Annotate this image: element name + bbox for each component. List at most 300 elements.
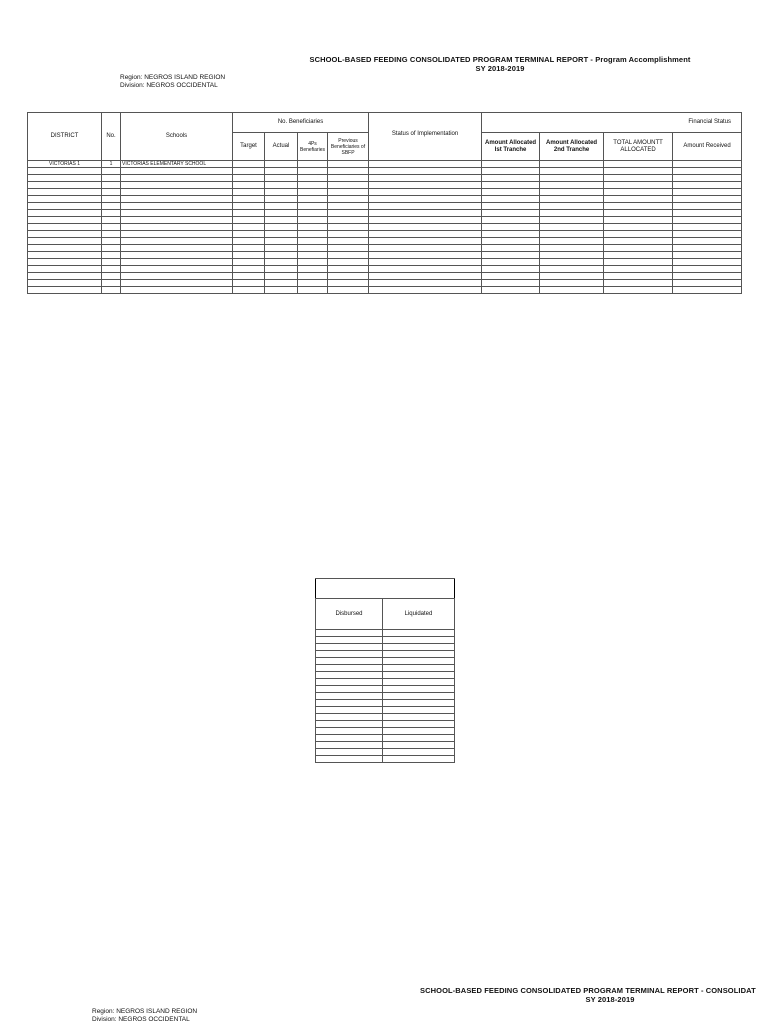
actual-cell	[265, 161, 298, 168]
header-disbursed: Disbursed	[316, 599, 383, 630]
table-row	[28, 175, 742, 182]
status-cell	[369, 252, 482, 259]
liquidated-cell	[383, 665, 455, 672]
liquidated-cell	[383, 679, 455, 686]
district-cell	[28, 273, 102, 280]
header-received: Amount Received	[673, 133, 742, 161]
district-cell	[28, 231, 102, 238]
table-row	[28, 280, 742, 287]
liquidated-cell	[383, 749, 455, 756]
table-row	[316, 742, 455, 749]
table-row	[316, 679, 455, 686]
status-cell	[369, 189, 482, 196]
amount-2nd-cell	[540, 210, 604, 217]
previous-cell	[328, 273, 369, 280]
status-cell	[369, 175, 482, 182]
target-cell	[233, 273, 265, 280]
actual-cell	[265, 224, 298, 231]
total-cell	[604, 217, 673, 224]
status-cell	[369, 217, 482, 224]
fourps-cell	[298, 175, 328, 182]
status-cell	[369, 259, 482, 266]
received-cell	[673, 161, 742, 168]
amount-1st-cell	[482, 280, 540, 287]
school-cell	[121, 245, 233, 252]
status-cell	[369, 203, 482, 210]
district-cell	[28, 175, 102, 182]
no-cell	[102, 266, 121, 273]
liquidated-cell	[383, 686, 455, 693]
amount-2nd-cell	[540, 196, 604, 203]
table-row	[316, 637, 455, 644]
liquidated-cell	[383, 700, 455, 707]
liquidated-cell	[383, 735, 455, 742]
previous-cell	[328, 280, 369, 287]
actual-cell	[265, 189, 298, 196]
received-cell	[673, 280, 742, 287]
amount-2nd-cell	[540, 245, 604, 252]
table-row	[316, 672, 455, 679]
amount-1st-cell	[482, 182, 540, 189]
status-cell	[369, 287, 482, 294]
total-cell	[604, 161, 673, 168]
no-cell	[102, 224, 121, 231]
table-row	[316, 756, 455, 763]
header-beneficiaries: No. Beneficiaries	[233, 113, 369, 133]
no-cell	[102, 196, 121, 203]
actual-cell	[265, 238, 298, 245]
disbursed-cell	[316, 700, 383, 707]
district-cell	[28, 168, 102, 175]
district-cell	[28, 252, 102, 259]
received-cell	[673, 245, 742, 252]
school-cell	[121, 217, 233, 224]
previous-cell	[328, 182, 369, 189]
liquidated-cell	[383, 651, 455, 658]
actual-cell	[265, 245, 298, 252]
disbursed-cell	[316, 665, 383, 672]
header-status: Status of Implementation	[369, 113, 482, 161]
fourps-cell	[298, 217, 328, 224]
school-cell	[121, 238, 233, 245]
no-cell	[102, 168, 121, 175]
disbursed-cell	[316, 714, 383, 721]
target-cell	[233, 175, 265, 182]
fourps-cell	[298, 168, 328, 175]
amount-1st-cell	[482, 189, 540, 196]
no-cell	[102, 287, 121, 294]
table-row	[316, 644, 455, 651]
school-cell	[121, 182, 233, 189]
amount-2nd-cell	[540, 252, 604, 259]
liquidated-cell	[383, 721, 455, 728]
table-row	[28, 259, 742, 266]
status-cell	[369, 168, 482, 175]
disbursement-table	[315, 578, 455, 763]
amount-2nd-cell	[540, 238, 604, 245]
disbursed-cell	[316, 749, 383, 756]
received-cell	[673, 273, 742, 280]
no-cell: 1	[102, 161, 121, 168]
actual-cell	[265, 175, 298, 182]
total-cell	[604, 189, 673, 196]
target-cell	[233, 252, 265, 259]
actual-cell	[265, 203, 298, 210]
school-cell	[121, 273, 233, 280]
target-cell	[233, 231, 265, 238]
disbursed-cell	[316, 728, 383, 735]
previous-cell	[328, 238, 369, 245]
liquidated-cell	[383, 707, 455, 714]
target-cell	[233, 189, 265, 196]
actual-cell	[265, 287, 298, 294]
district-cell	[28, 224, 102, 231]
table-row	[28, 210, 742, 217]
school-cell	[121, 224, 233, 231]
disbursed-cell	[316, 735, 383, 742]
received-cell	[673, 287, 742, 294]
target-cell	[233, 168, 265, 175]
fourps-cell	[298, 210, 328, 217]
status-cell	[369, 161, 482, 168]
table-row	[28, 231, 742, 238]
previous-cell	[328, 245, 369, 252]
received-cell	[673, 252, 742, 259]
disbursed-cell	[316, 721, 383, 728]
previous-cell	[328, 161, 369, 168]
school-cell	[121, 189, 233, 196]
district-cell	[28, 266, 102, 273]
previous-cell	[328, 259, 369, 266]
total-cell	[604, 280, 673, 287]
school-cell	[121, 175, 233, 182]
amount-2nd-cell	[540, 266, 604, 273]
district-cell: VICTORIAS 1	[28, 161, 102, 168]
total-cell	[604, 266, 673, 273]
sub-header-spacer	[316, 579, 455, 599]
actual-cell	[265, 280, 298, 287]
no-cell	[102, 182, 121, 189]
table-row	[28, 217, 742, 224]
previous-cell	[328, 168, 369, 175]
report2-region-label: Region: NEGROS ISLAND REGION	[92, 1008, 198, 1015]
target-cell	[233, 210, 265, 217]
fourps-cell	[298, 280, 328, 287]
table-row	[316, 728, 455, 735]
liquidated-cell	[383, 637, 455, 644]
target-cell	[233, 280, 265, 287]
district-cell	[28, 280, 102, 287]
school-cell	[121, 287, 233, 294]
region-label: Region: NEGROS ISLAND REGION	[120, 74, 226, 81]
previous-cell	[328, 210, 369, 217]
target-cell	[233, 259, 265, 266]
received-cell	[673, 259, 742, 266]
school-cell	[121, 231, 233, 238]
amount-1st-cell	[482, 245, 540, 252]
previous-cell	[328, 231, 369, 238]
liquidated-cell	[383, 672, 455, 679]
table-row	[28, 161, 742, 168]
status-cell	[369, 280, 482, 287]
target-cell	[233, 224, 265, 231]
table-row	[316, 700, 455, 707]
table-row	[316, 630, 455, 637]
no-cell	[102, 280, 121, 287]
table-row	[316, 735, 455, 742]
previous-cell	[328, 196, 369, 203]
disbursed-cell	[316, 637, 383, 644]
amount-2nd-cell	[540, 273, 604, 280]
amount-2nd-cell	[540, 217, 604, 224]
total-cell	[604, 238, 673, 245]
liquidated-cell	[383, 644, 455, 651]
district-cell	[28, 245, 102, 252]
liquidated-cell	[383, 630, 455, 637]
report2-division-label: Division: NEGROS OCCIDENTAL	[92, 1016, 190, 1023]
table-row	[28, 168, 742, 175]
district-cell	[28, 259, 102, 266]
header-financial-status: Financial Status	[482, 113, 742, 133]
status-cell	[369, 210, 482, 217]
table-row	[28, 189, 742, 196]
table-row	[28, 245, 742, 252]
fourps-cell	[298, 238, 328, 245]
status-cell	[369, 224, 482, 231]
status-cell	[369, 245, 482, 252]
amount-1st-cell	[482, 273, 540, 280]
liquidated-cell	[383, 693, 455, 700]
no-cell	[102, 245, 121, 252]
header-schools: Schools	[121, 113, 233, 161]
disbursed-cell	[316, 679, 383, 686]
amount-2nd-cell	[540, 287, 604, 294]
table-row	[316, 686, 455, 693]
table-row	[28, 273, 742, 280]
disbursed-cell	[316, 630, 383, 637]
header-amount-2nd: Amount Allocated 2nd Tranche	[540, 133, 604, 161]
district-cell	[28, 210, 102, 217]
target-cell	[233, 287, 265, 294]
amount-1st-cell	[482, 217, 540, 224]
school-cell	[121, 266, 233, 273]
school-cell	[121, 252, 233, 259]
report-meta	[120, 74, 225, 90]
table-row	[316, 714, 455, 721]
table-row	[28, 287, 742, 294]
previous-cell	[328, 287, 369, 294]
table-row	[316, 651, 455, 658]
status-cell	[369, 266, 482, 273]
school-cell	[121, 203, 233, 210]
previous-cell	[328, 217, 369, 224]
status-cell	[369, 182, 482, 189]
disbursed-cell	[316, 756, 383, 763]
amount-1st-cell	[482, 168, 540, 175]
total-cell	[604, 245, 673, 252]
amount-1st-cell	[482, 238, 540, 245]
actual-cell	[265, 210, 298, 217]
school-cell	[121, 196, 233, 203]
school-cell: VICTORIAS ELEMENTARY SCHOOL	[121, 161, 233, 168]
amount-2nd-cell	[540, 259, 604, 266]
liquidated-cell	[383, 756, 455, 763]
amount-2nd-cell	[540, 189, 604, 196]
received-cell	[673, 217, 742, 224]
school-cell	[121, 168, 233, 175]
fourps-cell	[298, 182, 328, 189]
no-cell	[102, 189, 121, 196]
no-cell	[102, 252, 121, 259]
fourps-cell	[298, 196, 328, 203]
fourps-cell	[298, 273, 328, 280]
amount-2nd-cell	[540, 203, 604, 210]
amount-1st-cell	[482, 252, 540, 259]
district-cell	[28, 203, 102, 210]
header-previous: Previous Beneficiaries of SBFP	[328, 133, 369, 161]
actual-cell	[265, 252, 298, 259]
actual-cell	[265, 168, 298, 175]
amount-2nd-cell	[540, 182, 604, 189]
total-cell	[604, 210, 673, 217]
status-cell	[369, 273, 482, 280]
liquidated-cell	[383, 658, 455, 665]
disbursed-cell	[316, 686, 383, 693]
district-cell	[28, 287, 102, 294]
report2-title	[420, 986, 760, 1004]
amount-1st-cell	[482, 196, 540, 203]
table-row	[28, 238, 742, 245]
received-cell	[673, 168, 742, 175]
header-amount-1st: Amount Allocated Ist Tranche	[482, 133, 540, 161]
total-cell	[604, 182, 673, 189]
disbursed-cell	[316, 658, 383, 665]
amount-1st-cell	[482, 287, 540, 294]
table-row	[316, 658, 455, 665]
fourps-cell	[298, 189, 328, 196]
amount-1st-cell	[482, 210, 540, 217]
amount-2nd-cell	[540, 280, 604, 287]
liquidated-cell	[383, 728, 455, 735]
header-no: No.	[102, 113, 121, 161]
report-title-line1: SCHOOL-BASED FEEDING CONSOLIDATED PROGRAM TERMINAL REPORT - Program Accomplishment	[309, 55, 691, 64]
total-cell	[604, 168, 673, 175]
amount-1st-cell	[482, 266, 540, 273]
actual-cell	[265, 196, 298, 203]
disbursed-cell	[316, 742, 383, 749]
amount-2nd-cell	[540, 175, 604, 182]
district-cell	[28, 182, 102, 189]
fourps-cell	[298, 245, 328, 252]
header-actual: Actual	[265, 133, 298, 161]
status-cell	[369, 231, 482, 238]
received-cell	[673, 231, 742, 238]
fourps-cell	[298, 161, 328, 168]
report2-title-line1: SCHOOL-BASED FEEDING CONSOLIDATED PROGRAM TERMINAL REPORT - CONSOLIDAT	[420, 986, 756, 995]
received-cell	[673, 196, 742, 203]
amount-1st-cell	[482, 175, 540, 182]
fourps-cell	[298, 259, 328, 266]
district-cell	[28, 217, 102, 224]
header-target: Target	[233, 133, 265, 161]
disbursed-cell	[316, 672, 383, 679]
actual-cell	[265, 273, 298, 280]
table-row	[316, 665, 455, 672]
table-row	[316, 707, 455, 714]
received-cell	[673, 182, 742, 189]
received-cell	[673, 210, 742, 217]
target-cell	[233, 196, 265, 203]
amount-1st-cell	[482, 224, 540, 231]
table-row	[28, 224, 742, 231]
actual-cell	[265, 231, 298, 238]
table-row	[28, 182, 742, 189]
no-cell	[102, 231, 121, 238]
disbursed-cell	[316, 644, 383, 651]
previous-cell	[328, 266, 369, 273]
no-cell	[102, 217, 121, 224]
fourps-cell	[298, 231, 328, 238]
amount-1st-cell	[482, 161, 540, 168]
table-row	[28, 203, 742, 210]
amount-2nd-cell	[540, 161, 604, 168]
previous-cell	[328, 189, 369, 196]
no-cell	[102, 259, 121, 266]
amount-1st-cell	[482, 231, 540, 238]
report2-meta	[92, 1008, 197, 1024]
liquidated-cell	[383, 742, 455, 749]
actual-cell	[265, 217, 298, 224]
received-cell	[673, 238, 742, 245]
no-cell	[102, 273, 121, 280]
target-cell	[233, 203, 265, 210]
total-cell	[604, 175, 673, 182]
target-cell	[233, 217, 265, 224]
disbursed-cell	[316, 693, 383, 700]
disbursed-cell	[316, 707, 383, 714]
no-cell	[102, 210, 121, 217]
amount-2nd-cell	[540, 168, 604, 175]
previous-cell	[328, 252, 369, 259]
target-cell	[233, 238, 265, 245]
actual-cell	[265, 259, 298, 266]
amount-2nd-cell	[540, 231, 604, 238]
total-cell	[604, 231, 673, 238]
previous-cell	[328, 203, 369, 210]
school-cell	[121, 210, 233, 217]
previous-cell	[328, 224, 369, 231]
amount-2nd-cell	[540, 224, 604, 231]
table-row	[316, 749, 455, 756]
school-cell	[121, 259, 233, 266]
target-cell	[233, 161, 265, 168]
no-cell	[102, 238, 121, 245]
actual-cell	[265, 182, 298, 189]
no-cell	[102, 175, 121, 182]
accomplishment-table	[27, 112, 742, 294]
total-cell	[604, 224, 673, 231]
target-cell	[233, 245, 265, 252]
report-title	[300, 55, 700, 73]
table-row	[28, 196, 742, 203]
target-cell	[233, 182, 265, 189]
total-cell	[604, 196, 673, 203]
status-cell	[369, 196, 482, 203]
received-cell	[673, 266, 742, 273]
received-cell	[673, 224, 742, 231]
liquidated-cell	[383, 714, 455, 721]
received-cell	[673, 203, 742, 210]
